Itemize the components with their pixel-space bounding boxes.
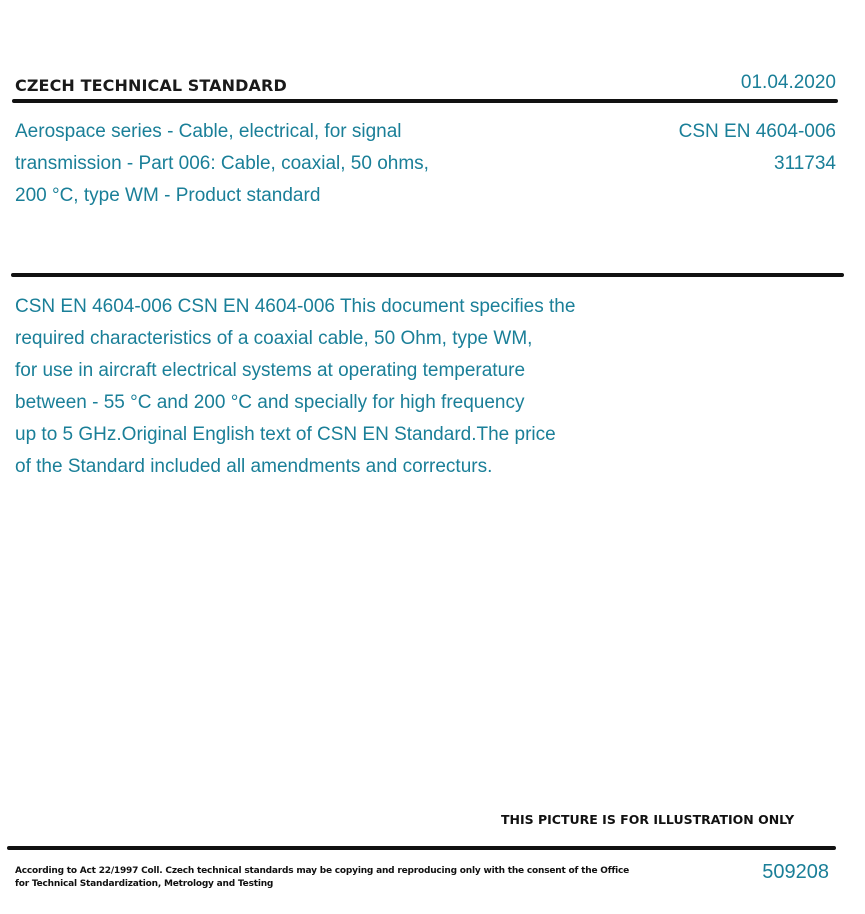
standard-title [15,116,535,212]
description-line: up to 5 GHz.Original English text of CSN EN Standard.The price [15,424,556,445]
legal-line: for Technical Standardization, Metrology and Testing [15,879,274,889]
title-line: transmission - Part 006: Cable, coaxial, 50 ohms, [15,153,429,174]
legal-line: According to Act 22/1997 Coll. Czech technical standards may be copying and reproducing only with the consent of the Office [15,866,630,876]
standard-description [15,291,715,483]
catalog-number: 509208 [762,861,829,883]
description-line: for use in aircraft electrical systems at operating temperature [15,360,526,381]
description-line: between - 55 °C and 200 °C and specially for high frequency [15,392,525,413]
legal-notice [15,865,629,891]
publication-date: 01.04.2020 [740,72,836,93]
title-line: Aerospace series - Cable, electrical, for signal [15,121,402,142]
title-divider [11,273,844,277]
header-divider [12,99,838,103]
standard-type-heading: CZECH TECHNICAL STANDARD [15,76,287,95]
description-line: required characteristics of a coaxial cable, 50 Ohm, type WM, [15,328,533,349]
standard-identifier [679,116,836,180]
footer-divider [7,846,836,850]
description-line: CSN EN 4604-006 CSN EN 4604-006 This document specifies the [15,296,576,317]
illustration-notice: THIS PICTURE IS FOR ILLUSTRATION ONLY [501,812,795,827]
title-line: 200 °C, type WM - Product standard [15,185,321,206]
standard-code: CSN EN 4604-006 [678,121,836,142]
description-line: of the Standard included all amendments and correcturs. [15,456,493,477]
class-number: 311734 [774,153,836,174]
